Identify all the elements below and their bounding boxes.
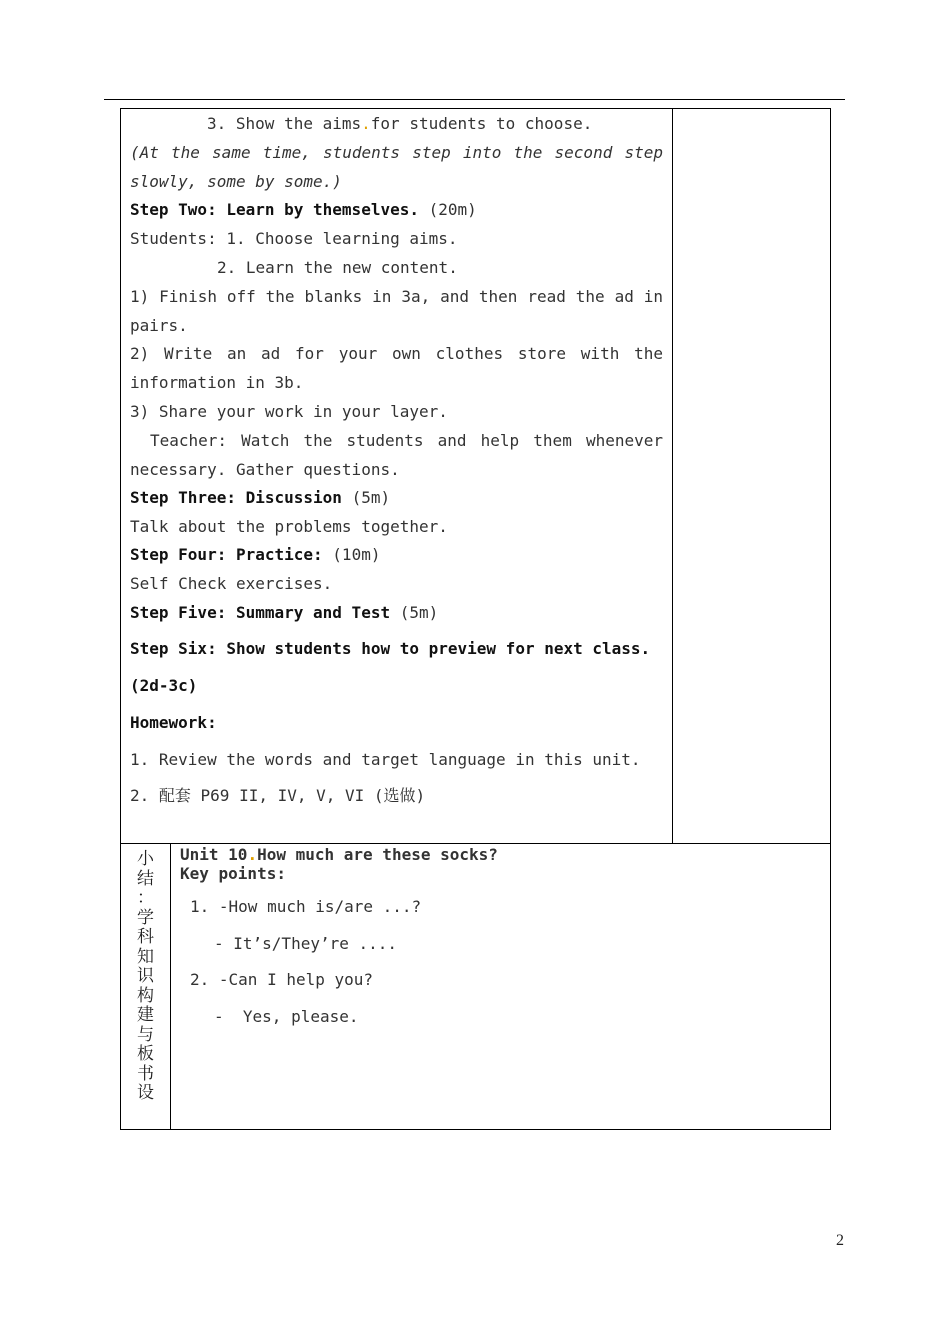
task-1-line-b: pairs. — [130, 316, 188, 335]
homework-item-2: 2. 配套 P69 II, IV, V, VI (选做) — [130, 786, 426, 805]
key-point-2-answer: - Yes, please. — [214, 1007, 359, 1026]
learn-content-line: 2. Learn the new content. — [217, 258, 458, 277]
side-char: ： — [137, 888, 154, 908]
page-number: 2 — [836, 1232, 844, 1249]
talk-line: Talk about the problems together. — [130, 517, 448, 536]
side-char: 知 — [137, 946, 154, 967]
summary-side-label — [121, 850, 170, 1104]
side-char: 与 — [137, 1024, 154, 1045]
unit-title-b: How much are these socks? — [257, 845, 498, 864]
side-char: 设 — [137, 1083, 154, 1103]
task-1-line-a: 1) Finish off the blanks in 3a, and then read the ad in — [130, 287, 663, 306]
self-check-line: Self Check exercises. — [130, 574, 333, 593]
table-column-divider — [672, 108, 673, 843]
teacher-line-b: necessary. Gather questions. — [130, 460, 400, 479]
unit-title — [180, 845, 498, 865]
step-two-time: (20m) — [428, 200, 477, 219]
key-point-2: 2. -Can I help you? — [190, 970, 374, 989]
step-three-title: Step Three: Discussion — [130, 488, 342, 507]
step-two-heading — [130, 200, 477, 220]
step-five-time: (5m) — [399, 603, 439, 622]
unit-title-a: Unit 10 — [180, 845, 248, 864]
step-five-heading — [130, 603, 438, 623]
table-row-divider — [120, 843, 830, 844]
task-2-line-a: 2) Write an ad for your own clothes store with the — [130, 344, 663, 363]
step-three-time: (5m) — [351, 488, 391, 507]
step-five-title: Step Five: Summary and Test — [130, 603, 391, 622]
side-char: 书 — [137, 1063, 154, 1084]
homework-heading: Homework: — [130, 713, 217, 732]
homework-item-1: 1. Review the words and target language in this unit. — [130, 750, 641, 769]
task-2-line-b: information in 3b. — [130, 373, 304, 392]
step-four-time: (10m) — [332, 545, 381, 564]
side-char: 科 — [137, 927, 154, 947]
students-line: Students: 1. Choose learning aims. — [130, 229, 458, 248]
aims-line-a: Show the aims — [235, 114, 362, 133]
aims-line-number: 3. — [207, 114, 227, 133]
italic-note-line-1: (At the same time, students step into the second step — [130, 143, 663, 162]
side-char: 建 — [137, 1005, 154, 1025]
aims-line — [207, 114, 592, 134]
key-point-1-answer: - It’s/They’re .... — [214, 934, 398, 953]
side-char: 识 — [137, 966, 154, 986]
step-three-heading — [130, 488, 390, 508]
summary-column-divider — [170, 843, 171, 1129]
step-two-title: Step Two: Learn by themselves. — [130, 200, 419, 219]
step-six-line-a: Step Six: Show students how to preview for next class. — [130, 639, 651, 658]
side-char: 小 — [137, 849, 154, 869]
aims-line-b: for students to choose. — [370, 114, 593, 133]
italic-note-line-2: slowly, some by some.) — [130, 172, 342, 191]
teacher-line-a: Teacher: Watch the students and help them whenever — [150, 431, 663, 450]
step-four-title: Step Four: Practice: — [130, 545, 323, 564]
side-char: 学 — [137, 907, 154, 928]
side-char: 构 — [137, 985, 154, 1006]
header-rule — [104, 99, 845, 100]
step-six-line-b: (2d-3c) — [130, 676, 198, 695]
highlight-dot: . — [361, 114, 371, 133]
task-3-line: 3) Share your work in your layer. — [130, 402, 448, 421]
highlight-dot: . — [247, 845, 258, 864]
side-char: 结 — [137, 868, 154, 889]
side-char: 板 — [137, 1044, 154, 1064]
key-points-heading: Key points: — [180, 864, 286, 883]
step-four-heading — [130, 545, 380, 565]
key-point-1: 1. -How much is/are ...? — [190, 897, 422, 916]
